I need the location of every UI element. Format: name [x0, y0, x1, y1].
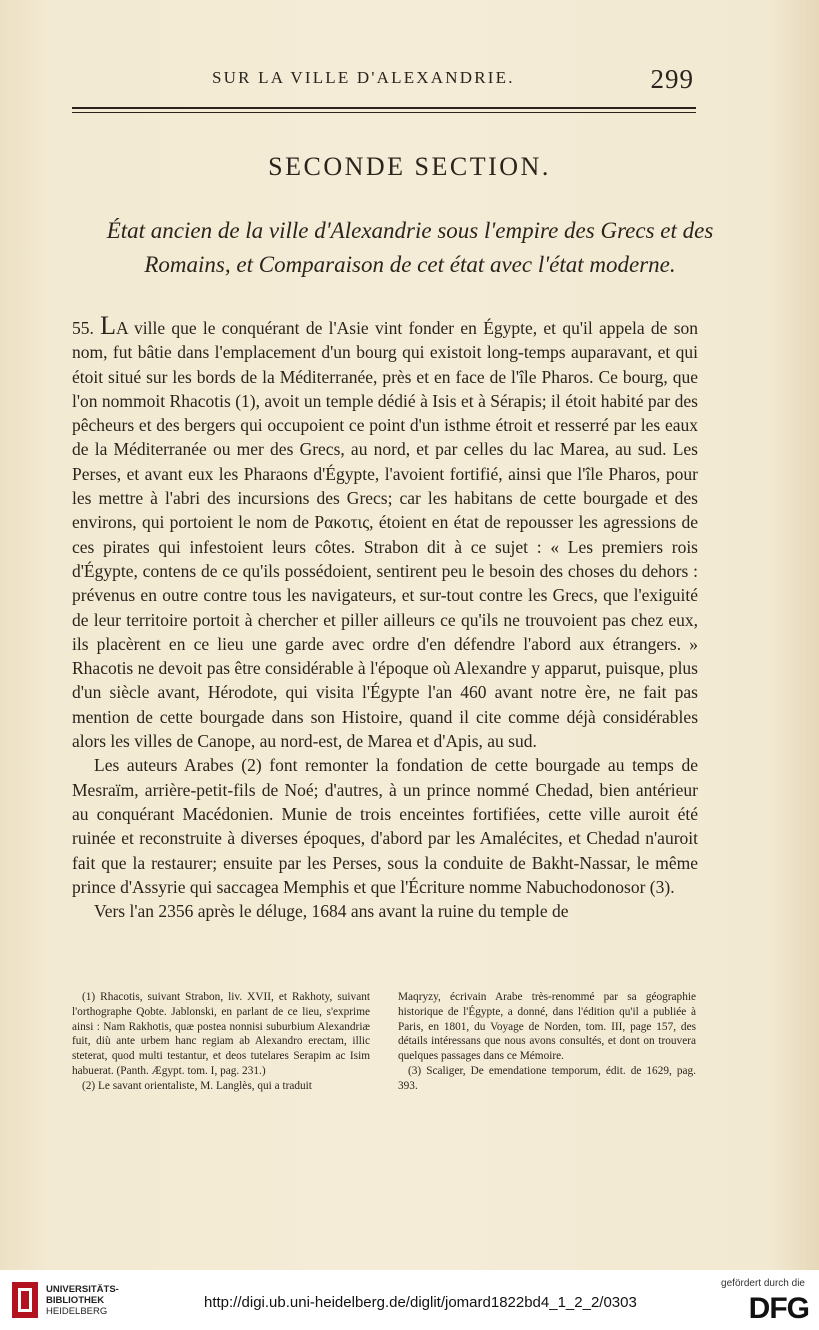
university-name: [46, 1284, 119, 1317]
paragraph-vers-lan: Vers l'an 2356 après le déluge, 1684 ans avant la ruine du temple de: [94, 901, 569, 922]
subtitle-line-2: Romains, et Comparaison de cet état avec l'état moderne.: [144, 252, 676, 277]
permalink-url[interactable]: http://digi.ub.uni-heidelberg.de/diglit/jomard1822bd4_1_2_2/0303: [204, 1294, 637, 1311]
paragraph-arab-authors: Les auteurs Arabes (2) font remonter la fondation de cette bourgade au temps de Mesraïm, arrière-petit-fils de Noé; d'autres, à un prince nommé Chedad, bien antérieur au conquérant Macédonien. Munie de trois enceintes fortifiées, cette ville auroit été ruinée et reconstruite à diverses époques, d'abord par les Amalécites, et Chedad n'auroit fait que la restaurer; ensuite par les Perses, sous la conduite de Bakht-Nassar, le même prince d'Assyrie qui saccagea Memphis et que l'Écriture nomme Nabuchodonosor (3).: [72, 755, 698, 897]
dfg-logo: DFG: [748, 1292, 809, 1325]
running-head: SUR LA VILLE D'ALEXANDRIE.: [212, 68, 515, 87]
section-subtitle: [60, 214, 760, 282]
university-line-3: HEIDELBERG: [46, 1306, 108, 1317]
footnote-2-continued: Maqryzy, écrivain Arabe très-renommé par sa géographie historique de l'Égypte, a donné, dans l'édition qu'il a publiée à Paris, en 1801, du Voyage de Norden, tom. III, page 157, des détails intéressans que nous avons consultés, et dont on trouvera quelques passages dans ce Mémoire.: [398, 991, 696, 1063]
footnotes-right-column: [398, 990, 696, 1094]
subtitle-line-1: État ancien de la ville d'Alexandrie sous l'empire des Grecs et des: [106, 218, 714, 243]
paragraph-text: A ville que le conquérant de l'Asie vint fonder en Égypte, et qu'il appela de son nom, fut bâtie dans l'emplacement d'un bourg qui existoit long-temps auparavant, et qui étoit situé sur les bords de la Méditerranée, près et en face de l'île Pharos. Ce bourg, que l'on nommoit Rhacotis (1), avoit un temple dédié à Isis et à Sérapis; il étoit habité par des pêcheurs et des bergers qui occupoient ce point d'un isthme étroit et resserré par les eaux de la Méditerranée ou mer des Grecs, au nord, et par celles du lac Marea, au sud. Les Perses, et avant eux les Pharaons d'Égypte, l'avoient fortifié, ainsi que l'île Pharos, pour les mettre à l'abri des incursions des Grecs; car les habitans de cette bourgade et des environs, qui portoient le nom de Ρακοτις, étoient en état de repousser les agressions de ces pirates qui infestoient leurs côtes. Strabon dit à ce sujet : « Les premiers rois d'Égypte, contens de ce qu'ils possédoient, sentirent peu le besoin des choses du dehors : prévenus en outre contre tous les navigateurs, et sur-tout contre les Grecs, que l'exiguité de leur territoire portoit à chercher et piller ailleurs ce qu'ils ne trouvoient pas chez eux, ils placèrent en ce lieu une garde avec ordre d'en défendre l'abord aux étrangers. » Rhacotis ne devoit pas être considérable à l'époque où Alexandre y apparut, puisque, plus d'un siècle avant, Hérodote, qui visita l'Égypte l'an 460 avant notre ère, ne fait pas mention de cette bourgade dans son Histoire, quand il cite comme déjà considérables alors les villes de Canope, au nord-est, de Marea et d'Apis, au sud.: [72, 318, 698, 752]
paragraph-55: [72, 311, 698, 753]
footnotes: [72, 990, 698, 1130]
page-number: 299: [650, 64, 694, 94]
university-line-1: UNIVERSITÄTS-: [46, 1284, 119, 1295]
paragraph-number: 55.: [72, 318, 101, 338]
page-header: [72, 64, 696, 94]
university-logo-icon: [10, 1280, 40, 1320]
section-title: SECONDE SECTION.: [268, 152, 551, 181]
footer-bar: [0, 1270, 819, 1330]
university-line-2: BIBLIOTHEK: [46, 1295, 105, 1306]
drop-cap: L: [100, 311, 117, 340]
header-rule-thin: [72, 112, 696, 113]
footnote-1: (1) Rhacotis, suivant Strabon, liv. XVII, et Rakhoty, suivant l'orthographe Qobte. Jablonski, en parlant de ce lieu, s'exprime ainsi : Nam Rakhotis, quæ postea nonnisi suburbium Alexandriæ fuit, diù ante urbem hanc regiam ab Alexandro erectam, illic steterat, quod multi testantur, et deos tutelares Serapim ac Isim habuerat. (Panth. Ægypt. tom. I, pag. 231.): [72, 991, 370, 1077]
footnote-2-start: (2) Le savant orientaliste, M. Langlès, qui a traduit: [82, 1079, 312, 1092]
footnote-3: (3) Scaliger, De emendatione temporum, édit. de 1629, pag. 393.: [398, 1064, 696, 1092]
footnotes-left-column: [72, 990, 370, 1094]
funded-by-label: gefördert durch die: [721, 1278, 805, 1289]
body-text: [72, 311, 698, 923]
header-rule-thick: [72, 107, 696, 109]
